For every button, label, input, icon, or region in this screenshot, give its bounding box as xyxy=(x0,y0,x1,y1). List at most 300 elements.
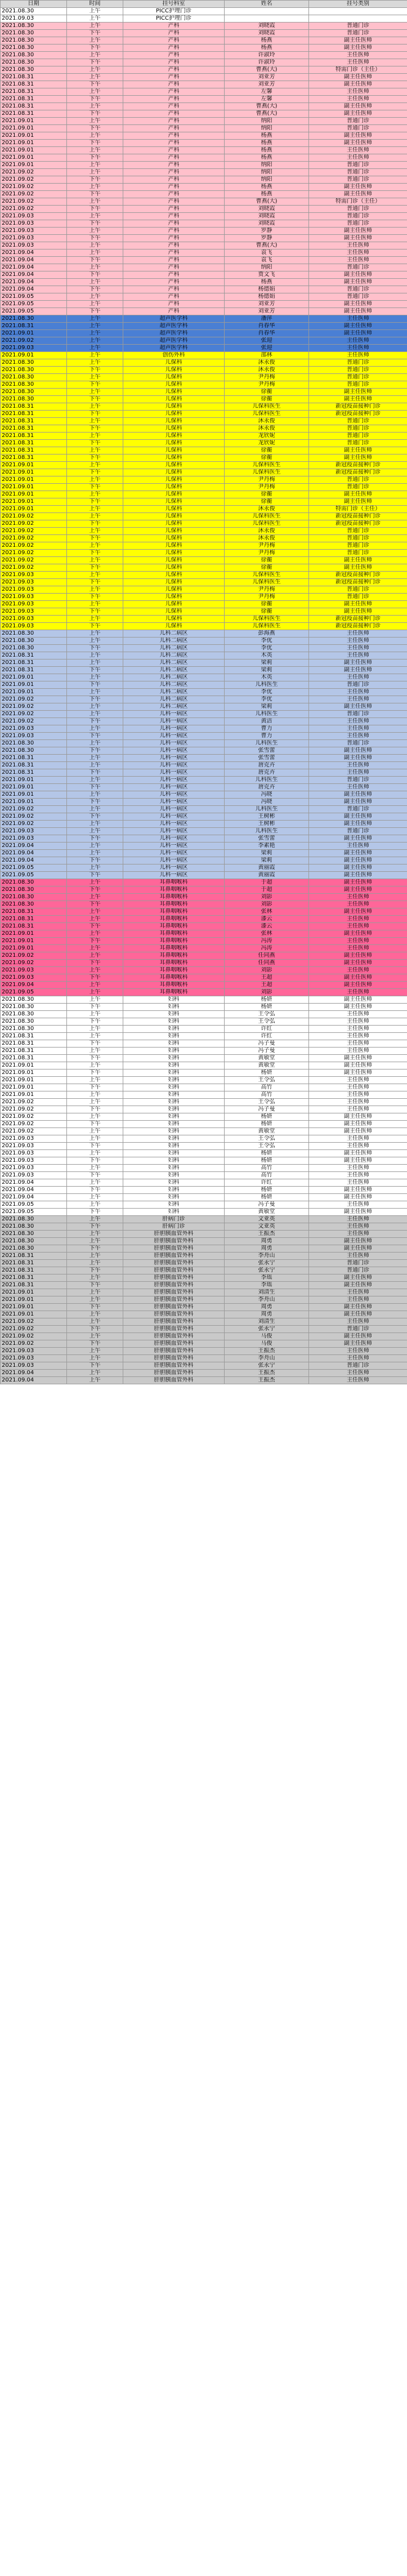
cell-department: 产科 xyxy=(123,110,225,118)
cell-registration-type: 主任医师 xyxy=(309,1289,407,1296)
cell-registration-type: 副主任医师 xyxy=(309,1282,407,1289)
cell-registration-type: 主任医师 xyxy=(309,249,407,257)
cell-period: 上午 xyxy=(67,916,123,923)
cell-period: 上午 xyxy=(67,1077,123,1084)
cell-registration-type: 普通门诊 xyxy=(309,594,407,601)
cell-date: 2021.09.01 xyxy=(1,162,67,169)
table-row xyxy=(1,952,407,960)
cell-department: 儿科一病区 xyxy=(123,835,225,843)
cell-registration-type: 副主任医师 xyxy=(309,1121,407,1128)
cell-date: 2021.09.05 xyxy=(1,872,67,879)
cell-date: 2021.08.30 xyxy=(1,30,67,37)
cell-period: 下午 xyxy=(67,769,123,777)
cell-registration-type: 普通门诊 xyxy=(309,264,407,271)
cell-registration-type: 主任医师 xyxy=(309,1011,407,1018)
cell-period: 下午 xyxy=(67,440,123,447)
cell-department: 儿保科 xyxy=(123,528,225,535)
cell-period: 上午 xyxy=(67,352,123,359)
cell-department: 耳鼻咽喉科 xyxy=(123,989,225,996)
cell-registration-type: 副主任医师 xyxy=(309,491,407,498)
cell-date: 2021.09.02 xyxy=(1,821,67,828)
cell-registration-type: 主任医师 xyxy=(309,1296,407,1304)
table-row xyxy=(1,857,407,864)
cell-period: 上午 xyxy=(67,37,123,44)
table-row xyxy=(1,374,407,381)
cell-doctor-name: 高竹 xyxy=(225,1091,309,1099)
cell-registration-type: 主任医师 xyxy=(309,1172,407,1179)
table-row xyxy=(1,228,407,235)
cell-date: 2021.09.03 xyxy=(1,608,67,616)
cell-doctor-name: 李优 xyxy=(225,645,309,652)
cell-date: 2021.09.01 xyxy=(1,1077,67,1084)
cell-registration-type: 主任医师 xyxy=(309,1223,407,1231)
cell-date: 2021.09.02 xyxy=(1,513,67,520)
table-row xyxy=(1,1340,407,1348)
cell-department: 产科 xyxy=(123,147,225,154)
cell-department: 产科 xyxy=(123,279,225,286)
cell-date: 2021.08.31 xyxy=(1,88,67,96)
cell-doctor-name: 沐永俊 xyxy=(225,535,309,542)
cell-registration-type: 主任医师 xyxy=(309,242,407,249)
cell-doctor-name: 王振杰 xyxy=(225,1377,309,1384)
cell-registration-type: 副主任医师 xyxy=(309,447,407,454)
cell-period: 下午 xyxy=(67,886,123,894)
cell-period: 下午 xyxy=(67,747,123,755)
cell-registration-type: 普通门诊 xyxy=(309,1362,407,1370)
cell-doctor-name: 冯子曼 xyxy=(225,1201,309,1209)
cell-doctor-name: 梁莉 xyxy=(225,703,309,711)
cell-department: 儿科一病区 xyxy=(123,864,225,872)
cell-doctor-name: 张永宁 xyxy=(225,1260,309,1267)
table-row xyxy=(1,1106,407,1113)
table-row xyxy=(1,125,407,132)
table-row xyxy=(1,447,407,454)
cell-department: 妇科 xyxy=(123,1069,225,1077)
table-row xyxy=(1,308,407,315)
table-row xyxy=(1,557,407,564)
cell-period: 下午 xyxy=(67,696,123,703)
cell-registration-type: 主任医师 xyxy=(309,725,407,733)
cell-period: 下午 xyxy=(67,923,123,930)
cell-department: 肝胆胰血管外科 xyxy=(123,1311,225,1318)
cell-date: 2021.08.31 xyxy=(1,1282,67,1289)
cell-registration-type: 副主任医师 xyxy=(309,1238,407,1245)
cell-doctor-name: 王令弘 xyxy=(225,1135,309,1143)
cell-doctor-name xyxy=(225,15,309,23)
cell-department: 儿保科 xyxy=(123,520,225,528)
table-row xyxy=(1,191,407,198)
cell-doctor-name: 张迎 xyxy=(225,345,309,352)
cell-period: 上午 xyxy=(67,1260,123,1267)
table-row xyxy=(1,594,407,601)
cell-registration-type: 副主任医师 xyxy=(309,184,407,191)
cell-doctor-name: 儿保科医生 xyxy=(225,579,309,586)
cell-registration-type: 普通门诊 xyxy=(309,213,407,220)
table-row xyxy=(1,1223,407,1231)
cell-doctor-name: 李舟山 xyxy=(225,1355,309,1362)
table-row xyxy=(1,835,407,843)
cell-period: 下午 xyxy=(67,286,123,293)
cell-doctor-name: 刘清生 xyxy=(225,1289,309,1296)
table-row xyxy=(1,206,407,213)
cell-period: 上午 xyxy=(67,1274,123,1282)
cell-registration-type: 副主任医师 xyxy=(309,74,407,81)
cell-department: 儿科一病区 xyxy=(123,769,225,777)
cell-registration-type: 副主任医师 xyxy=(309,1113,407,1121)
cell-department: 产科 xyxy=(123,52,225,59)
cell-doctor-name: 儿科医生 xyxy=(225,828,309,835)
cell-doctor-name: 尹丹梅 xyxy=(225,542,309,550)
cell-department: 儿科二病区 xyxy=(123,696,225,703)
table-row xyxy=(1,930,407,938)
cell-period: 上午 xyxy=(67,213,123,220)
cell-department: 妇科 xyxy=(123,1004,225,1011)
cell-registration-type: 副主任医师 xyxy=(309,389,407,396)
table-row xyxy=(1,623,407,630)
cell-registration-type: 副主任医师 xyxy=(309,659,407,667)
cell-doctor-name: 纳阳 xyxy=(225,169,309,176)
cell-doctor-name: 袁飞 xyxy=(225,249,309,257)
cell-department: 产科 xyxy=(123,118,225,125)
table-row xyxy=(1,630,407,638)
cell-registration-type: 主任医师 xyxy=(309,1135,407,1143)
cell-doctor-name: 唐克卉 xyxy=(225,784,309,791)
table-row xyxy=(1,1135,407,1143)
cell-doctor-name: 儿保科医生 xyxy=(225,411,309,418)
cell-date: 2021.09.01 xyxy=(1,1084,67,1091)
cell-doctor-name: 张林 xyxy=(225,908,309,916)
table-row xyxy=(1,30,407,37)
cell-doctor-name: 冯涛 xyxy=(225,938,309,945)
cell-department: 耳鼻咽喉科 xyxy=(123,967,225,974)
cell-period: 上午 xyxy=(67,198,123,206)
table-row xyxy=(1,601,407,608)
cell-doctor-name: 杨妍 xyxy=(225,1194,309,1201)
cell-department: 儿科一病区 xyxy=(123,747,225,755)
cell-department: 儿科一病区 xyxy=(123,711,225,718)
cell-date: 2021.08.30 xyxy=(1,44,67,52)
cell-doctor-name: 王振杰 xyxy=(225,1231,309,1238)
cell-date: 2021.09.03 xyxy=(1,213,67,220)
cell-period: 上午 xyxy=(67,345,123,352)
cell-doctor-name: 李舟山 xyxy=(225,1253,309,1260)
table-row xyxy=(1,659,407,667)
cell-period: 上午 xyxy=(67,8,123,15)
cell-date: 2021.09.03 xyxy=(1,828,67,835)
cell-registration-type: 主任医师 xyxy=(309,1143,407,1150)
cell-department: 儿保科 xyxy=(123,411,225,418)
cell-date: 2021.08.31 xyxy=(1,667,67,674)
cell-doctor-name: 周勇 xyxy=(225,1245,309,1253)
cell-department: 肝胆胰血管外科 xyxy=(123,1355,225,1362)
cell-department: 肝胆胰血管外科 xyxy=(123,1274,225,1282)
cell-period: 上午 xyxy=(67,1150,123,1157)
cell-period: 下午 xyxy=(67,1362,123,1370)
cell-period: 上午 xyxy=(67,1253,123,1260)
table-row xyxy=(1,989,407,996)
cell-registration-type: 副主任医师 xyxy=(309,1187,407,1194)
cell-date: 2021.08.31 xyxy=(1,81,67,88)
cell-period: 上午 xyxy=(67,323,123,330)
cell-department: 儿保科 xyxy=(123,396,225,403)
cell-date: 2021.08.30 xyxy=(1,389,67,396)
cell-period: 上午 xyxy=(67,1179,123,1187)
table-row xyxy=(1,696,407,703)
cell-date: 2021.09.03 xyxy=(1,586,67,594)
cell-date: 2021.08.30 xyxy=(1,359,67,367)
cell-doctor-name: 刘晓霞 xyxy=(225,206,309,213)
cell-period: 上午 xyxy=(67,1128,123,1135)
cell-department: PICC护理门诊 xyxy=(123,15,225,23)
table-row xyxy=(1,674,407,681)
table-row xyxy=(1,506,407,513)
cell-registration-type: 主任医师 xyxy=(309,989,407,996)
cell-period: 下午 xyxy=(67,1106,123,1113)
table-row xyxy=(1,1253,407,1260)
cell-doctor-name: 沐永俊 xyxy=(225,528,309,535)
cell-date: 2021.09.03 xyxy=(1,616,67,623)
cell-date: 2021.08.31 xyxy=(1,1040,67,1048)
cell-date: 2021.09.04 xyxy=(1,1187,67,1194)
cell-date: 2021.09.02 xyxy=(1,206,67,213)
cell-registration-type: 普通门诊 xyxy=(309,1267,407,1274)
cell-date: 2021.09.01 xyxy=(1,674,67,681)
cell-period: 下午 xyxy=(67,125,123,132)
cell-period: 下午 xyxy=(67,1245,123,1253)
cell-period: 上午 xyxy=(67,1194,123,1201)
table-row xyxy=(1,1128,407,1135)
cell-period: 上午 xyxy=(67,103,123,110)
cell-department: 产科 xyxy=(123,293,225,301)
cell-period: 上午 xyxy=(67,330,123,337)
cell-period: 上午 xyxy=(67,1091,123,1099)
cell-department: 儿保科 xyxy=(123,440,225,447)
cell-date: 2021.08.30 xyxy=(1,37,67,44)
table-row xyxy=(1,1018,407,1026)
cell-department: 产科 xyxy=(123,30,225,37)
cell-period: 上午 xyxy=(67,528,123,535)
table-row xyxy=(1,147,407,154)
cell-department: 产科 xyxy=(123,235,225,242)
cell-registration-type: 副主任医师 xyxy=(309,396,407,403)
cell-period: 上午 xyxy=(67,930,123,938)
cell-department: 儿保科 xyxy=(123,447,225,454)
cell-department: 妇科 xyxy=(123,1018,225,1026)
cell-doctor-name: 唐克卉 xyxy=(225,769,309,777)
cell-registration-type: 副主任医师 xyxy=(309,1274,407,1282)
table-row xyxy=(1,462,407,469)
cell-doctor-name: 杨燕 xyxy=(225,279,309,286)
table-row xyxy=(1,88,407,96)
cell-department: 儿保科 xyxy=(123,433,225,440)
cell-period: 下午 xyxy=(67,535,123,542)
cell-date: 2021.08.30 xyxy=(1,1231,67,1238)
cell-doctor-name: 王令弘 xyxy=(225,1143,309,1150)
cell-doctor-name: 刘晓霞 xyxy=(225,220,309,228)
table-row xyxy=(1,1274,407,1282)
cell-period: 上午 xyxy=(67,476,123,484)
cell-date: 2021.09.01 xyxy=(1,791,67,799)
cell-doctor-name: 儿保科医生 xyxy=(225,520,309,528)
cell-registration-type: 主任医师 xyxy=(309,696,407,703)
cell-registration-type: 主任医师 xyxy=(309,1077,407,1084)
cell-department: 儿科一病区 xyxy=(123,740,225,747)
cell-doctor-name: 徐蘅 xyxy=(225,608,309,616)
table-row xyxy=(1,1187,407,1194)
cell-registration-type: 副主任医师 xyxy=(309,667,407,674)
cell-date: 2021.09.01 xyxy=(1,118,67,125)
cell-doctor-name: 梁莉 xyxy=(225,659,309,667)
cell-registration-type: 主任医师 xyxy=(309,1106,407,1113)
cell-department: 妇科 xyxy=(123,1150,225,1157)
cell-department: 超声医学科 xyxy=(123,315,225,323)
cell-doctor-name: 杨燕 xyxy=(225,154,309,162)
cell-registration-type: 副主任医师 xyxy=(309,279,407,286)
table-row xyxy=(1,23,407,30)
cell-department: 产科 xyxy=(123,264,225,271)
table-row xyxy=(1,235,407,242)
cell-department: 儿科二病区 xyxy=(123,674,225,681)
cell-period: 下午 xyxy=(67,1267,123,1274)
cell-department: 产科 xyxy=(123,206,225,213)
cell-doctor-name: 曹力 xyxy=(225,733,309,740)
cell-department: 儿保科 xyxy=(123,418,225,425)
cell-doctor-name: 杨燕 xyxy=(225,44,309,52)
table-row xyxy=(1,755,407,762)
cell-date: 2021.09.04 xyxy=(1,279,67,286)
cell-date: 2021.08.31 xyxy=(1,1055,67,1062)
cell-registration-type: 主任医师 xyxy=(309,1370,407,1377)
cell-department: 儿保科 xyxy=(123,535,225,542)
table-row xyxy=(1,843,407,850)
table-row xyxy=(1,645,407,652)
cell-period: 下午 xyxy=(67,381,123,389)
cell-registration-type: 普通门诊 xyxy=(309,806,407,813)
header-registration-type: 挂号类别 xyxy=(309,1,407,8)
cell-registration-type: 副主任医师 xyxy=(309,864,407,872)
cell-department: 儿保科 xyxy=(123,484,225,491)
cell-department: 儿科二病区 xyxy=(123,659,225,667)
cell-registration-type: 副主任医师 xyxy=(309,835,407,843)
cell-doctor-name: 杨燕 xyxy=(225,132,309,140)
cell-date: 2021.09.02 xyxy=(1,1106,67,1113)
cell-period: 下午 xyxy=(67,1223,123,1231)
cell-department: 肝胆胰血管外科 xyxy=(123,1318,225,1326)
cell-period: 上午 xyxy=(67,433,123,440)
table-row xyxy=(1,8,407,15)
cell-department: 妇科 xyxy=(123,1179,225,1187)
table-row xyxy=(1,198,407,206)
cell-department: 儿科一病区 xyxy=(123,828,225,835)
cell-registration-type: 副主任医师 xyxy=(309,557,407,564)
cell-registration-type: 副主任医师 xyxy=(309,1304,407,1311)
cell-registration-type: 新冠疫苗接种门诊 xyxy=(309,513,407,520)
cell-period: 下午 xyxy=(67,1209,123,1216)
cell-registration-type: 副主任医师 xyxy=(309,110,407,118)
cell-department: 耳鼻咽喉科 xyxy=(123,960,225,967)
cell-date: 2021.08.31 xyxy=(1,411,67,418)
table-row xyxy=(1,908,407,916)
cell-period: 上午 xyxy=(67,850,123,857)
cell-department: 儿保科 xyxy=(123,454,225,462)
cell-doctor-name: 杨燕 xyxy=(225,147,309,154)
cell-date: 2021.09.02 xyxy=(1,550,67,557)
cell-date: 2021.09.02 xyxy=(1,1121,67,1128)
cell-date: 2021.09.02 xyxy=(1,191,67,198)
cell-date: 2021.08.30 xyxy=(1,996,67,1004)
cell-period: 上午 xyxy=(67,638,123,645)
cell-date: 2021.08.31 xyxy=(1,1274,67,1282)
cell-date: 2021.09.03 xyxy=(1,1348,67,1355)
cell-period: 下午 xyxy=(67,1055,123,1062)
table-row xyxy=(1,323,407,330)
table-row xyxy=(1,1062,407,1069)
cell-department: 产科 xyxy=(123,103,225,110)
cell-department: 产科 xyxy=(123,132,225,140)
cell-doctor-name: 李优 xyxy=(225,638,309,645)
cell-department: 创伤外科 xyxy=(123,352,225,359)
cell-department: 产科 xyxy=(123,228,225,235)
cell-registration-type: 副主任医师 xyxy=(309,886,407,894)
cell-date: 2021.09.03 xyxy=(1,242,67,249)
table-row xyxy=(1,821,407,828)
cell-period: 上午 xyxy=(67,374,123,381)
cell-department: 产科 xyxy=(123,220,225,228)
cell-doctor-name: 徐蘅 xyxy=(225,564,309,572)
cell-period: 上午 xyxy=(67,228,123,235)
cell-doctor-name: 王令弘 xyxy=(225,1018,309,1026)
cell-registration-type: 新冠疫苗接种门诊 xyxy=(309,520,407,528)
table-row xyxy=(1,864,407,872)
cell-date: 2021.09.01 xyxy=(1,930,67,938)
cell-doctor-name: 黄丽霞 xyxy=(225,872,309,879)
cell-registration-type: 普通门诊 xyxy=(309,293,407,301)
table-row xyxy=(1,689,407,696)
cell-date: 2021.08.30 xyxy=(1,1011,67,1018)
table-row xyxy=(1,154,407,162)
cell-date: 2021.09.01 xyxy=(1,484,67,491)
cell-registration-type: 主任医师 xyxy=(309,315,407,323)
cell-registration-type: 普通门诊 xyxy=(309,118,407,125)
cell-department: 产科 xyxy=(123,74,225,81)
cell-registration-type: 主任医师 xyxy=(309,652,407,659)
cell-department: 肝胆胰血管外科 xyxy=(123,1362,225,1370)
cell-period: 上午 xyxy=(67,703,123,711)
cell-department: 肝胆胰血管外科 xyxy=(123,1340,225,1348)
cell-period: 下午 xyxy=(67,1304,123,1311)
cell-department: 妇科 xyxy=(123,1165,225,1172)
cell-department: 产科 xyxy=(123,66,225,74)
cell-date: 2021.09.01 xyxy=(1,469,67,476)
cell-date: 2021.09.02 xyxy=(1,952,67,960)
cell-date: 2021.09.05 xyxy=(1,308,67,315)
cell-doctor-name: 杨妍 xyxy=(225,1121,309,1128)
cell-department: 儿保科 xyxy=(123,498,225,506)
cell-doctor-name: 梁莉 xyxy=(225,857,309,864)
cell-date: 2021.09.02 xyxy=(1,535,67,542)
table-row xyxy=(1,718,407,725)
cell-doctor-name: 贾文飞 xyxy=(225,271,309,279)
table-row xyxy=(1,242,407,249)
cell-doctor-name: 王树彬 xyxy=(225,813,309,821)
table-row xyxy=(1,359,407,367)
cell-department: 儿保科 xyxy=(123,381,225,389)
table-row xyxy=(1,1231,407,1238)
cell-date: 2021.09.04 xyxy=(1,1377,67,1384)
table-row xyxy=(1,352,407,359)
cell-period: 上午 xyxy=(67,491,123,498)
cell-doctor-name: 马俊 xyxy=(225,1340,309,1348)
